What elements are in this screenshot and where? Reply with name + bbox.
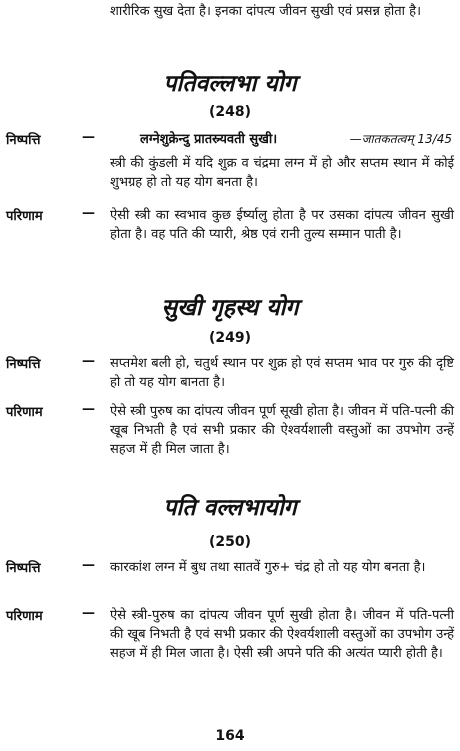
dash: — <box>82 606 95 621</box>
page-number: 164 <box>215 728 245 744</box>
nishpatti-label: निष्पत्ति <box>6 561 41 576</box>
parinaam-label: परिणाम <box>6 405 43 420</box>
section-title-249: सुखी गृहस्थ योग <box>161 295 299 321</box>
parinaam-text-250: ऐसे स्त्री-पुरुष का दांपत्य जीवन पूर्ण सुखी होता है। जीवन में पति-पत्नी की खूब निभती है एवं सभी प्रकार की ऐश्वर्यशाली वस्तुओं का उपभोग उन्हें सहज में ही मिल जाता है। ऐसी स्त्री अपने पति की अत्यंत प्यारी होती है। <box>110 608 454 661</box>
section-number-250: (250) <box>208 534 252 550</box>
parinaam-label: परिणाम <box>6 209 43 224</box>
nishpatti-text-250: कारकांश लग्न में बुध तथा सातवें गुरु+ चंद्र हो तो यह योग बनता है। <box>110 560 426 575</box>
section-title-248: पतिवल्लभा योग <box>163 71 297 97</box>
section-title-250: पति वल्लभायोग <box>163 495 297 521</box>
dash: — <box>82 402 95 417</box>
parinaam-label: परिणाम <box>6 609 43 624</box>
sanskrit-sloka: लग्नेशुक्रेन्दु प्रातस्र्यवती सुखी। <box>140 132 278 147</box>
nishpatti-text-248: स्त्री की कुंडली में यदि शुक्र व चंद्रमा लग्न में हो और सप्तम स्थान में कोई शुभग्रह हो तो यह योग बनता है। <box>110 156 454 190</box>
dash: — <box>82 206 95 221</box>
dash: — <box>82 354 95 369</box>
dash: — <box>82 130 95 145</box>
nishpatti-text-249: सप्तमेश बली हो, चतुर्थ स्थान पर शुक्र हो एवं सप्तम भाव पर गुरु की दृष्टि हो तो यह योग बानता है। <box>110 356 454 390</box>
reference-citation: —जातकतत्वम् 13/45 <box>349 132 452 146</box>
dash: — <box>82 558 95 573</box>
parinaam-text-248: ऐसी स्त्री का स्वभाव कुछ ईर्ष्यालु होता है पर उसका दांपत्य जीवन सुखी होता है। वह पति की प्यारी, श्रेष्ठ एवं रानी तुल्य सम्मान पाती है। <box>110 208 454 242</box>
intro-paragraph: शारीरिक सुख देता है। इनका दांपत्य जीवन सुखी एवं प्रसन्न होता है। <box>110 4 421 19</box>
nishpatti-label: निष्पत्ति <box>6 133 41 148</box>
nishpatti-label: निष्पत्ति <box>6 357 41 372</box>
parinaam-text-249: ऐसे स्त्री पुरुष का दांपत्य जीवन पूर्ण सूखी होता है। जीवन में पति-पत्नी की खूब निभती है एवं सभी प्रकार की ऐश्वर्यशाली वस्तुओं का उपभोग उन्हें सहज में ही मिल जाता है। <box>110 404 454 457</box>
section-number-248: (248) <box>208 104 252 120</box>
section-number-249: (249) <box>208 330 252 346</box>
